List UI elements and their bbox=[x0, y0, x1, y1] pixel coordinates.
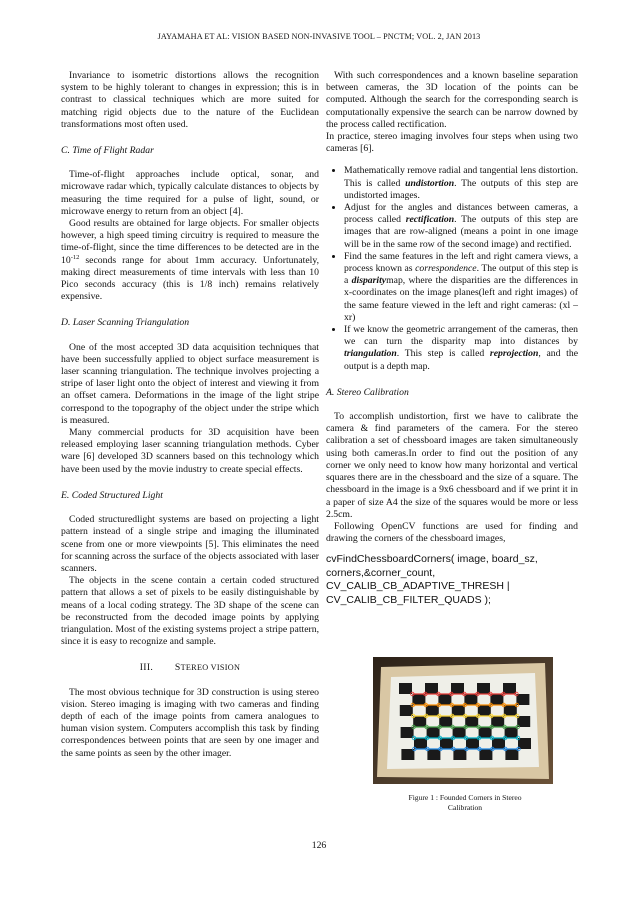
emphasis: correspondence bbox=[415, 263, 477, 275]
section-title-rest: TEREO VISION bbox=[180, 663, 241, 673]
bullet-list bbox=[326, 165, 578, 372]
chessboard-corners-photo bbox=[373, 657, 553, 784]
code-line: CV_CALIB_CB_FILTER_QUADS ); bbox=[326, 593, 491, 606]
list-item bbox=[344, 324, 578, 373]
paragraph: Many commercial products for 3D acquisition have been released employing laser scanning triangulation methods. Cyber ware [6] developed 3D scanners based on this technology which have been used by the movie industry to create special effects. bbox=[61, 427, 319, 475]
emphasis: rectification bbox=[405, 214, 455, 226]
code-line: cvFindChessboardCorners( image, board_sz, bbox=[326, 553, 538, 566]
right-column bbox=[326, 70, 578, 607]
section-heading-stereo-vision bbox=[61, 662, 319, 674]
superscript: -12 bbox=[70, 253, 80, 261]
list-item bbox=[344, 165, 578, 202]
text-span: . The outputs of this step are images that are row-aligned (means a point in one image will be in the same row of the second image) and rectified. bbox=[344, 214, 578, 250]
paragraph: Coded structuredlight systems are based on projecting a light pattern instead of a single stripe and imaging the illuminated scene from one or more viewpoints [5]. This eliminates the need for scanning across the surface of the objects associated with laser scanners. bbox=[61, 514, 319, 574]
paragraph: In practice, stereo imaging involves four steps when using two cameras [6]. bbox=[326, 131, 578, 155]
text-span: seconds range for about 1mm accuracy. Unfortunately, making direct measurements of time intervals with less than 10 Pico seconds accuracy (this is 1/8 inch) remains relatively expensive. bbox=[61, 254, 319, 303]
paragraph: The most obvious technique for 3D construction is using stereo vision. Stereo imaging is imaging with two cameras and finding depth of each of the image points from camera analogues to human vision system. Computers accomplish this task by finding correspondences between points that are seen by one imager and the same points as seen by the other imager. bbox=[61, 686, 319, 759]
paragraph: With such correspondences and a known baseline separation between cameras, the 3D location of the points can be computed. Although the search for the corresponding search is computationally expensive the search can be narrow downed by the process called rectification. bbox=[326, 70, 578, 130]
text-span: Good results are obtained for large objects. For smaller objects however, a high speed timing circuitry is required to measure the time-of-flight, since the time differences to be detected are in the 10 bbox=[61, 218, 319, 266]
figure-caption bbox=[360, 793, 570, 812]
text-span: map, where the disparities are the differences in x-coordinates on the image planes(left and right images) of the same feature viewed in the left and right cameras: (xl – xr) bbox=[344, 275, 578, 323]
text-span: . The outputs of this step are undistorted images. bbox=[344, 177, 578, 201]
code-block bbox=[326, 553, 578, 607]
emphasis: reprojection bbox=[489, 348, 539, 360]
paragraph: Invariance to isometric distortions allows the recognition system to be highly tolerant to changes in expression; this is in contrast to classical techniques which are more suited for matching rigid objects due to the nature of the Euclidean transformations most often used. bbox=[61, 70, 319, 130]
list-item bbox=[344, 202, 578, 251]
left-column bbox=[61, 70, 319, 760]
page-number: 126 bbox=[311, 840, 327, 851]
code-line: corners,&corner_count, bbox=[326, 566, 436, 579]
text-span: . This step is called bbox=[396, 348, 490, 360]
text-span: If we know the geometric arrangement of the cameras, then we can turn the disparity map into distances by bbox=[344, 324, 578, 348]
emphasis: disparity bbox=[351, 275, 387, 287]
emphasis: undistortion bbox=[405, 177, 455, 189]
paragraph: The objects in the scene contain a certain coded structured pattern that allows a set of pixels to be easily distinguishable by means of a local coding strategy. The 3D shape of the scene can be reconstructed from the decoded image points by applying triangulation. Most of the existing systems project a stripe pattern, since it is easy to recognize and sample. bbox=[61, 575, 319, 648]
section-number: III. bbox=[139, 662, 154, 674]
paragraph bbox=[61, 218, 319, 303]
section-title-first-letter: S bbox=[174, 662, 181, 674]
emphasis: triangulation bbox=[344, 348, 397, 360]
list-item bbox=[344, 251, 578, 324]
text-span: Adjust for the angles and distances between cameras, a process called bbox=[344, 202, 578, 226]
code-line: CV_CALIB_CB_ADAPTIVE_THRESH | bbox=[326, 580, 510, 593]
text-span: Find the same features in the left and right camera views, a process known as bbox=[344, 250, 578, 275]
caption-line: Figure 1 : Founded Corners in Stereo bbox=[408, 793, 522, 802]
text-span: Mathematically remove radial and tangential lens distortion. This is called bbox=[344, 165, 578, 189]
paragraph: Following OpenCV functions are used for finding and drawing the corners of the chessboard images, bbox=[326, 520, 578, 545]
caption-line: Calibration bbox=[447, 802, 483, 812]
running-header: JAYAMAHA ET AL: VISION BASED NON-INVASIVE TOOL – PNCTM; VOL. 2, JAN 2013 bbox=[157, 32, 481, 41]
subsection-heading-stereo-calibration: A. Stereo Calibration bbox=[326, 386, 409, 398]
paragraph: One of the most accepted 3D data acquisition techniques that have been successfully applied to object surface measurement is laser scanning triangulation. The technique involves projecting a stripe of laser light onto the object of interest and viewing it from an offset camera. Deformations in the image of the light stripe correspond to the topography of the object under the stripe which is measured. bbox=[61, 341, 319, 426]
subsection-heading-coded-light: E. Coded Structured Light bbox=[61, 489, 163, 501]
paragraph: Time-of-flight approaches include optical, sonar, and microwave radar which, typically calculate distances to objects by measuring the time required for a pulse of light, sound, or microwave energy to return from an object [4]. bbox=[61, 169, 319, 217]
subsection-heading-time-of-flight: C. Time of Flight Radar bbox=[61, 145, 154, 157]
paragraph: To accomplish undistortion, first we have to calibrate the camera & find parameters of the camera. For the stereo calibration a set of chessboard images are taken simultaneously using both cameras.In order to find out the position of any corner we only need to know how many horizontal and vertical squares there are in the chessboard and the size of a square. The chessboard in the image is a 9x6 chessboard and if we print it in a paper of size A4 the size of the squares would be more or less 2.5cm. bbox=[326, 411, 578, 520]
subsection-heading-laser-scanning: D. Laser Scanning Triangulation bbox=[61, 317, 190, 329]
text-span: . The output of this step is a bbox=[344, 263, 578, 287]
text-span: , and the output is a depth map. bbox=[344, 348, 578, 372]
